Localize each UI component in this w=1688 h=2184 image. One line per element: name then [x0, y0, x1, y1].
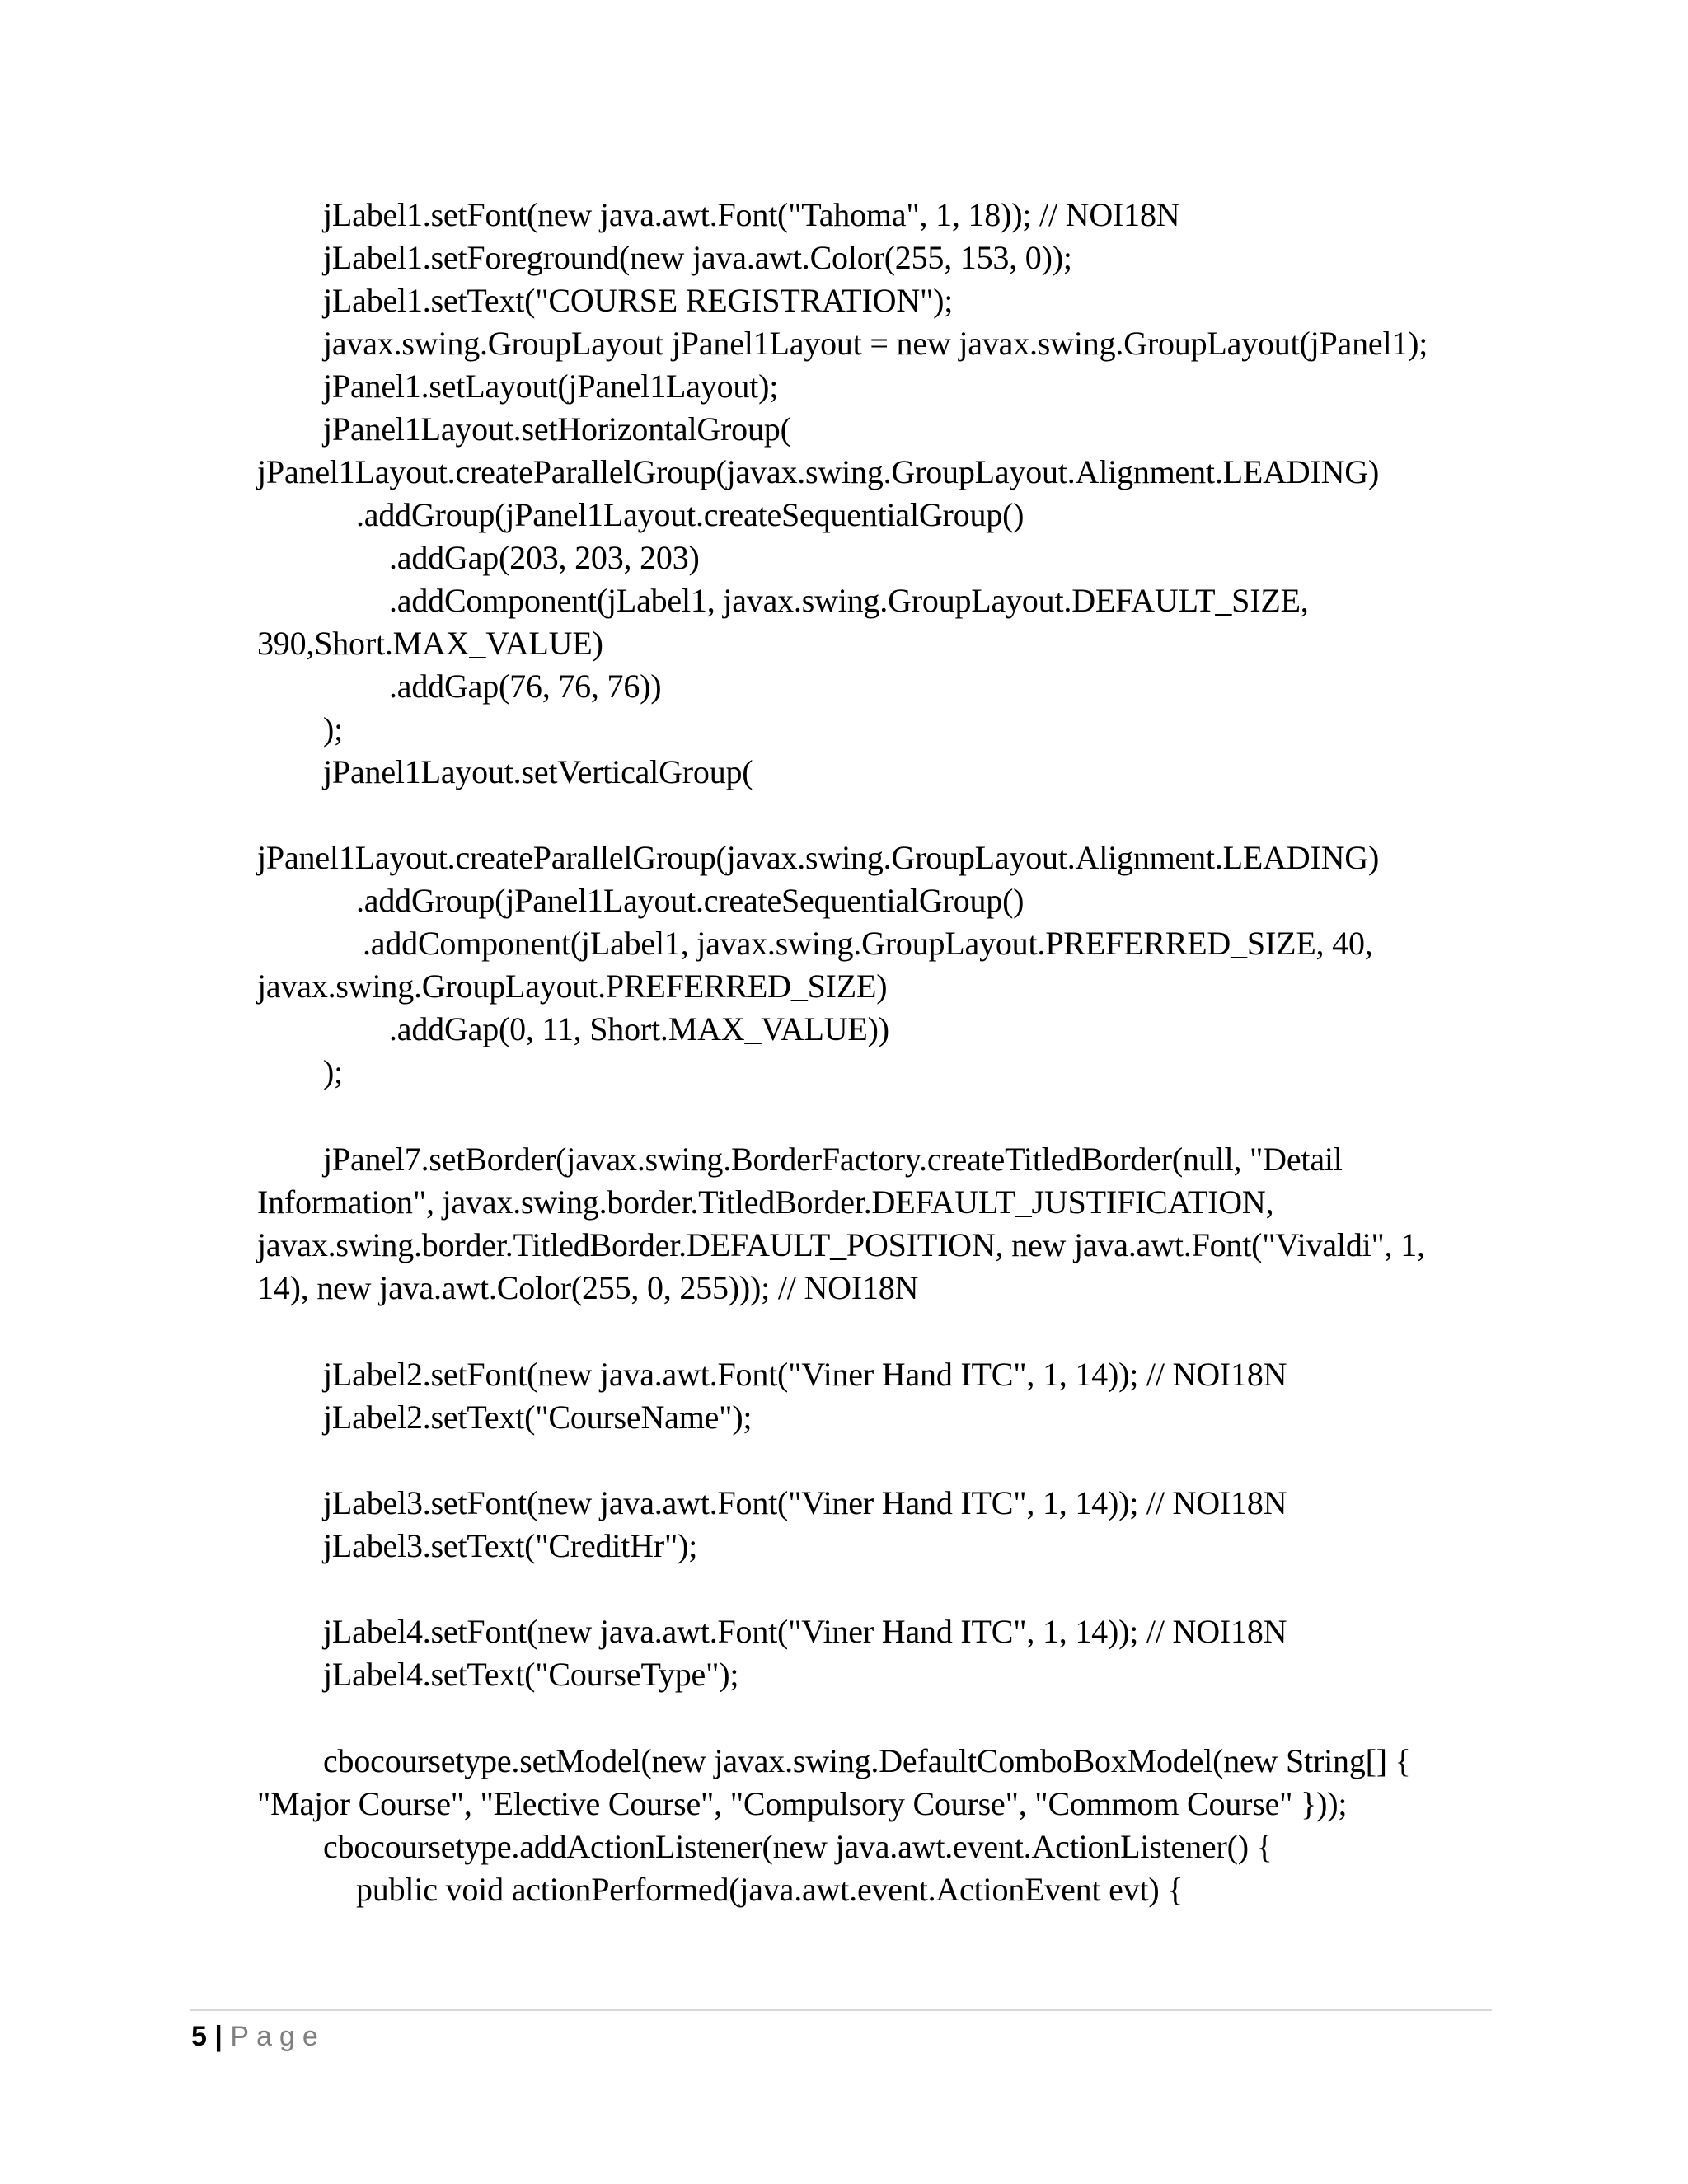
code-line: .addComponent(jLabel1, javax.swing.GroupLayout.DEFAULT_SIZE, [389, 582, 1309, 619]
code-line: jLabel2.setFont(new java.awt.Font("Viner Hand ITC", 1, 14)); // NOI18N [323, 1356, 1287, 1393]
page-number: 5 [191, 2021, 207, 2052]
page-separator: | [206, 2021, 231, 2052]
code-line: javax.swing.border.TitledBorder.DEFAULT_POSITION, new java.awt.Font("Vivaldi", 1, [257, 1226, 1425, 1263]
code-line: public void actionPerformed(java.awt.event.ActionEvent evt) { [356, 1871, 1184, 1908]
code-line: jPanel1Layout.createParallelGroup(javax.swing.GroupLayout.Alignment.LEADING) [257, 839, 1380, 876]
code-line: .addGroup(jPanel1Layout.createSequentialGroup() [356, 882, 1025, 919]
code-line: .addComponent(jLabel1, javax.swing.GroupLayout.PREFERRED_SIZE, 40, [363, 925, 1373, 962]
code-line: jPanel1Layout.createParallelGroup(javax.swing.GroupLayout.Alignment.LEADING) [257, 453, 1380, 490]
code-line: 14), new java.awt.Color(255, 0, 255))); // NOI18N [257, 1269, 919, 1306]
code-line: javax.swing.GroupLayout.PREFERRED_SIZE) [257, 968, 888, 1005]
code-line: jLabel2.setText("CourseName"); [323, 1399, 753, 1436]
code-line: Information", javax.swing.border.TitledBorder.DEFAULT_JUSTIFICATION, [257, 1183, 1274, 1221]
code-line: jLabel4.setFont(new java.awt.Font("Viner Hand ITC", 1, 14)); // NOI18N [323, 1613, 1287, 1650]
code-line: "Major Course", "Elective Course", "Compulsory Course", "Commom Course" })); [257, 1785, 1348, 1822]
code-line: jPanel1Layout.setVerticalGroup( [323, 753, 753, 790]
code-line: jPanel7.setBorder(javax.swing.BorderFactory.createTitledBorder(null, "Detail [323, 1141, 1343, 1178]
code-line: .addGap(0, 11, Short.MAX_VALUE)) [389, 1010, 889, 1047]
code-line: jPanel1Layout.setHorizontalGroup( [323, 410, 791, 448]
code-line: cbocoursetype.addActionListener(new java.awt.event.ActionListener() { [323, 1828, 1273, 1865]
code-line: jLabel4.setText("CourseType"); [323, 1656, 739, 1693]
code-line: jLabel1.setFont(new java.awt.Font("Tahoma", 1, 18)); // NOI18N [323, 196, 1180, 233]
code-line: jLabel3.setFont(new java.awt.Font("Viner Hand ITC", 1, 14)); // NOI18N [323, 1484, 1287, 1521]
code-line: .addGap(76, 76, 76)) [389, 668, 662, 705]
code-line: jLabel1.setForeground(new java.awt.Color(255, 153, 0)); [323, 239, 1072, 276]
code-line: jLabel3.setText("CreditHr"); [323, 1527, 698, 1564]
code-line: javax.swing.GroupLayout jPanel1Layout = new javax.swing.GroupLayout(jPanel1); [323, 325, 1428, 362]
code-line: jLabel1.setText("COURSE REGISTRATION"); [323, 282, 954, 319]
footer-divider [190, 2009, 1492, 2011]
code-line: ); [323, 1053, 344, 1090]
page-footer [191, 2020, 326, 2053]
code-line: ); [323, 710, 344, 748]
code-line: .addGroup(jPanel1Layout.createSequentialGroup() [356, 496, 1025, 533]
code-line: cbocoursetype.setModel(new javax.swing.DefaultComboBoxModel(new String[] { [323, 1742, 1411, 1779]
code-line: 390,Short.MAX_VALUE) [257, 625, 603, 662]
code-line: jPanel1.setLayout(jPanel1Layout); [323, 368, 779, 405]
page-label: Page [230, 2021, 326, 2052]
code-line: .addGap(203, 203, 203) [389, 539, 700, 576]
